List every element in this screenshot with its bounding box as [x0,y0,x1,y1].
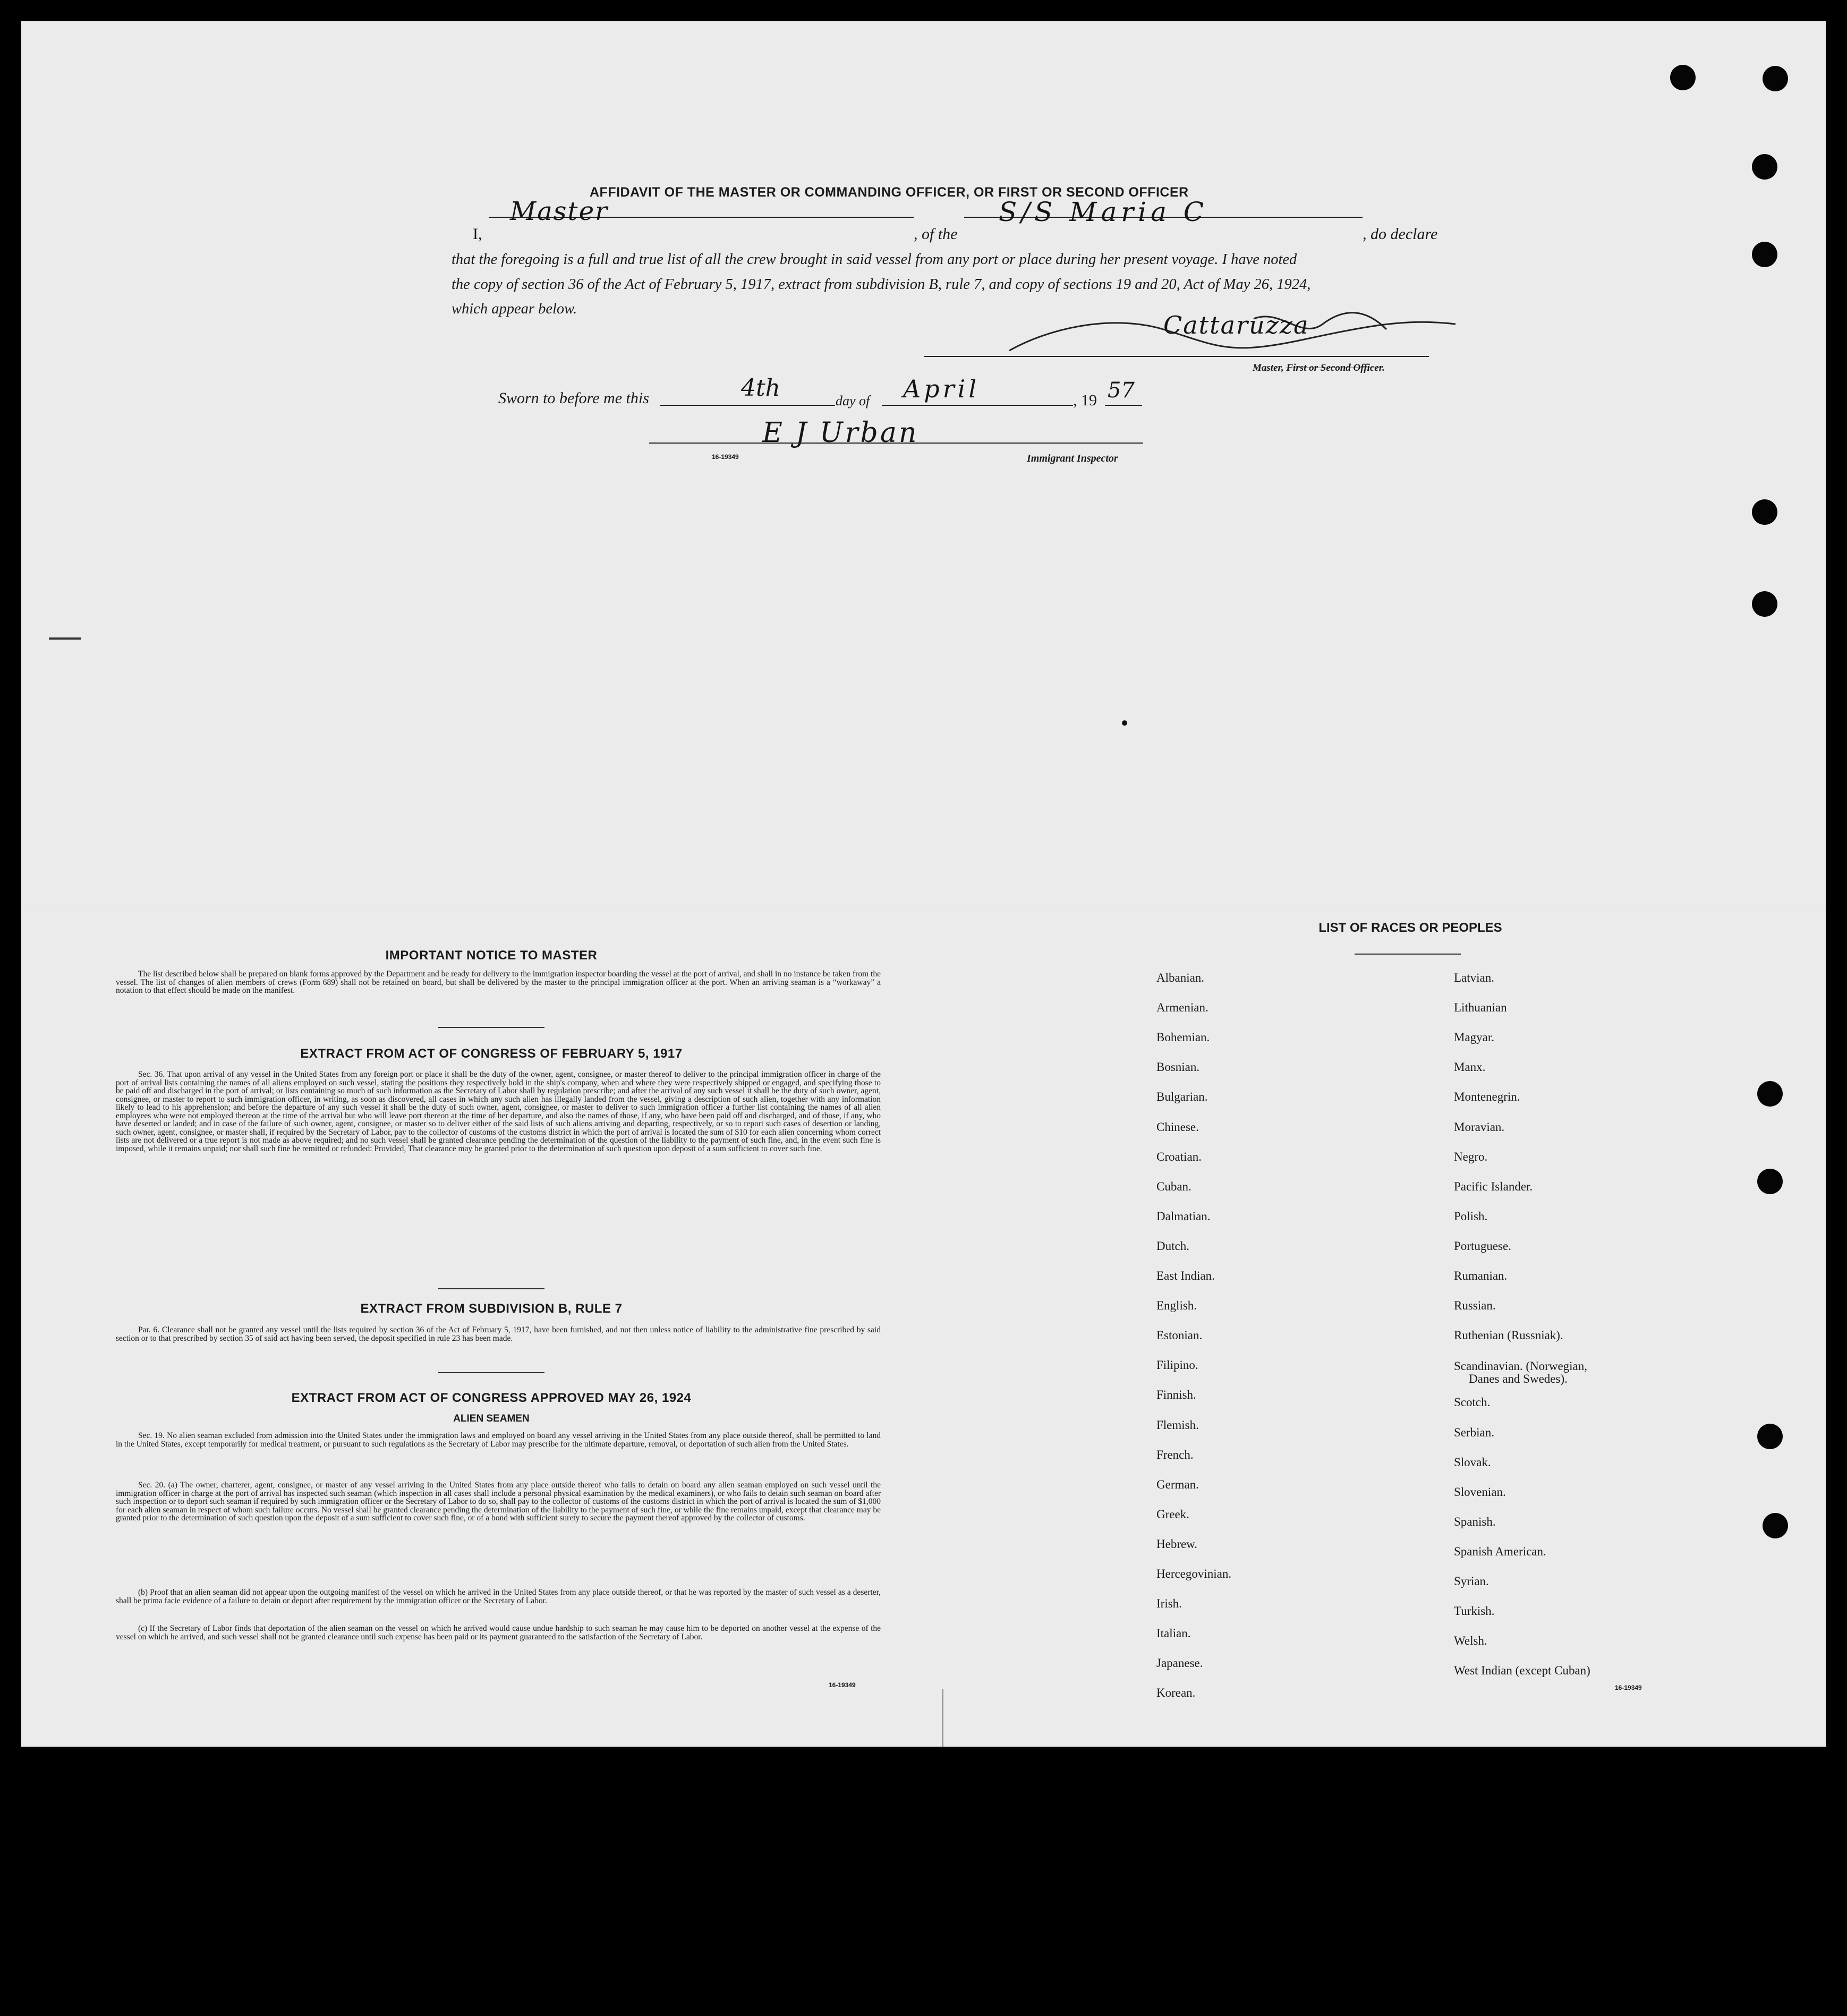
of-the-label: , of the [914,225,958,243]
race-item: Russian. [1454,1299,1496,1313]
extract-1924-sec19: Sec. 19. No alien seaman excluded from admission into the United States under the immigration laws and employed on board any vessel arriving in the United States from any place outside thereof, shall be permitted to land in the United States, except temporarily for medical treatment, or pursuant to such regulations as the Secretary of Labor may prescribe for the ultimate departure, removal, or deportation of such alien from the United States. [116,1431,881,1449]
extract-1924-sec20c: (c) If the Secretary of Labor finds that deportation of the alien seaman on the vessel on which he arrived would cause undue hardship to such seaman he may cause him to be deported on another vessel at the expense of the vessel on which he arrived, and such vessel shall not be granted clearance until such expense has been paid or its payment guaranteed to the satisfaction of the Secretary of Labor. [116,1624,881,1641]
affidavit-title: AFFIDAVIT OF THE MASTER OR COMMANDING OFFICER, OR FIRST OR SECOND OFFICER [590,185,1189,200]
race-item: Pacific Islander. [1454,1179,1533,1193]
race-item: Hebrew. [1156,1537,1198,1551]
do-declare-label: , do declare [1363,225,1438,243]
affidavit-body-line-3: which appear below. [452,301,577,317]
form-code-affidavit: 16-19349 [712,453,739,461]
race-item: French. [1156,1448,1194,1461]
race-item: Japanese. [1156,1656,1203,1670]
fold-crease [942,1689,943,1747]
race-item: Montenegrin. [1454,1090,1520,1104]
race-item: Slovenian. [1454,1485,1506,1499]
race-item: West Indian (except Cuban) [1454,1664,1590,1678]
race-item: Negro. [1454,1150,1488,1163]
binder-hole [1763,1513,1788,1538]
affidavit-intro [473,225,482,243]
master-signature: Cattaruzza [1163,311,1309,339]
race-item: Spanish. [1454,1515,1496,1528]
sworn-year-handwritten: 57 [1108,378,1135,403]
race-item: Moravian. [1454,1120,1505,1134]
races-title: LIST OF RACES OR PEOPLES [1318,921,1502,935]
race-item: Spanish American. [1454,1544,1546,1558]
race-item: Slovak. [1454,1455,1491,1469]
master-signature-line [924,356,1429,357]
caption-struck-officer: First or Second Officer [1286,362,1383,373]
ink-speck [1122,720,1127,726]
binder-hole [1763,66,1788,91]
binder-hole [1752,242,1777,267]
sworn-year-line [1105,405,1142,406]
notice-text: The list described below shall be prepared on blank forms approved by the Department and be ready for delivery to the immigration inspector boarding the vessel at the port of arrival, and shall in no instance be taken from the vessel. The list of changes of alien members of crews (Form 689) shall not be retained on board, but shall be delivered by the master to the principal immigration officer at the port. When an arriving seaman is a “workaway” a notation to that effect should be made on the manifest. [116,969,881,995]
race-item: Lithuanian [1454,1001,1507,1015]
sworn-month-line [882,405,1073,406]
sworn-day-line [660,405,835,406]
inspector-signature: E J Urban [762,417,919,449]
race-item: German. [1156,1477,1199,1491]
race-item: Korean. [1156,1686,1196,1700]
binder-hole [1752,499,1777,525]
race-item: Chinese. [1156,1120,1199,1134]
divider [438,1372,544,1373]
extract-1924-subtitle: ALIEN SEAMEN [453,1413,530,1424]
race-item: Flemish. [1156,1418,1199,1432]
race-item: Irish. [1156,1597,1182,1611]
sworn-prefix: Sworn to before me this [498,389,649,407]
race-item: Scotch. [1454,1396,1491,1409]
race-item: Ruthenian (Russniak). [1454,1329,1563,1342]
race-item: Manx. [1454,1060,1486,1074]
sworn-month-handwritten: April [903,375,980,403]
divider [438,1027,544,1028]
sworn-year-prefix: , 19 [1073,392,1097,409]
race-item: Italian. [1156,1627,1191,1640]
race-item: Filipino. [1156,1358,1198,1372]
binder-hole [1752,154,1777,180]
form-code-notice: 16-19349 [829,1681,856,1689]
race-item: Bohemian. [1156,1031,1210,1044]
binder-hole [1757,1081,1783,1107]
race-item: Scandinavian. (Norwegian, [1454,1359,1588,1373]
race-item: Bulgarian. [1156,1090,1208,1104]
day-of-label: day of [836,393,870,409]
race-item: Bosnian. [1156,1060,1200,1074]
officer-handwritten: Master [510,197,609,226]
affidavit-body-line-2: the copy of section 36 of the Act of February 5, 1917, extract from subdivision B, rule 7, and copy of sections 19 and 20, Act of May 26, 1924, [452,276,1311,293]
intro-i: I, [473,225,482,243]
vessel-handwritten: S/S Maria C [999,197,1208,227]
inspector-caption: Immigrant Inspector [1027,453,1118,464]
race-item: Danes and Swedes). [1469,1372,1568,1386]
race-item: Cuban. [1156,1179,1191,1193]
divider [1355,954,1461,955]
race-item: Syrian. [1454,1575,1489,1588]
sworn-day-handwritten: 4th [741,375,781,402]
extract-1924-sec20a: Sec. 20. (a) The owner, charterer, agent, consignee, or master of any vessel arriving in the United States from any place outside thereof who fails to detain on board any alien seaman employed on such vessel until the immigration officer in charge at the port of arrival has inspected such seaman (which inspection in all cases shall include a personal physical examination by the medical examiners), or who fails to detain such seaman on board after such inspection or to deport such seaman if required by such immigration officer or the Secretary of Labor to do so, shall pay to the collector of customs of the customs district in which the port of arrival is located the sum of $1,000 for each alien seaman in respect of whom such failure occurs. No vessel shall be granted clearance pending the determination of the liability to the payment of such fine, or while the fine remains unpaid, except that clearance may be granted prior to the determination of such question upon the deposit of a sum sufficient to cover such fine, or of a bond with sufficient surety to secure the payment thereof approved by the collector of customs. [116,1481,881,1522]
race-item: Turkish. [1454,1604,1495,1618]
race-item: Serbian. [1454,1425,1495,1439]
binder-hole [1757,1169,1783,1194]
race-item: Welsh. [1454,1634,1487,1648]
form-code-races: 16-19349 [1615,1684,1642,1691]
master-signature-caption [1253,362,1385,374]
affidavit-body-line-1: that the foregoing is a full and true list of all the crew brought in said vessel from any port or place during her present voyage. I have noted [452,251,1297,268]
inspector-signature-line [649,443,1143,444]
extract-rule7-text: Par. 6. Clearance shall not be granted any vessel until the lists required by section 36 of the Act of February 5, 1917, have been furnished, and not then unless notice of liability to the administrative fine prescribed by said section or to that prescribed by section 35 of said act having been served, the deposit specified in rule 23 has been made. [116,1325,881,1343]
race-item: Hercegovinian. [1156,1567,1232,1580]
race-item: Portuguese. [1454,1239,1511,1253]
extract-1924-title: EXTRACT FROM ACT OF CONGRESS APPROVED MAY 26, 1924 [291,1391,692,1405]
race-item: Estonian. [1156,1329,1203,1342]
extract-1924-sec20b: (b) Proof that an alien seaman did not appear upon the outgoing manifest of the vessel on which he arrived in the United States from any place outside thereof, or that he was reported by the master of such vessel as a deserter, shall be prima facie evidence of a failure to detain or deport after requirement by the immigration officer or the Secretary of Labor. [116,1588,881,1605]
race-item: Croatian. [1156,1150,1202,1163]
binder-hole [1670,65,1696,90]
race-item: Finnish. [1156,1388,1196,1402]
race-item: Latvian. [1454,971,1494,984]
race-item: Dutch. [1156,1239,1189,1253]
race-item: Magyar. [1454,1031,1495,1044]
race-item: Rumanian. [1454,1269,1508,1282]
caption-period: . [1382,362,1385,373]
extract-1917-title: EXTRACT FROM ACT OF CONGRESS OF FEBRUARY 5, 1917 [300,1047,683,1061]
extract-1917-text: Sec. 36. That upon arrival of any vessel in the United States from any foreign port or place it shall be the duty of the owner, agent, consignee, or master thereof to deliver to the principal immigration officer in charge of the port of arrival lists containing the names of all aliens employed on such vessel, stating the positions they respectively hold in the ship's company, when and where they were respectively shipped or engaged, and specifying those to be paid off and discharged in the port of arrival; or lists containing so much of such information as the Secretary of Labor shall by regulation prescribe; and after the arrival of any such vessel it shall be the duty of such owner, agent, consignee, or master to report to such immigration officer, in writing, as soon as discovered, all cases in which any such alien has illegally landed from the vessel, giving a description of such alien, together with any information likely to lead to his apprehension; and before the departure of any such vessel it shall be the duty of such owner, agent, consignee, or master to deliver to such immigration officer a further list containing the names of all alien employees who were not employed thereon at the time of the arrival but who will leave port thereon at the time of her departure, and also the names of those, if any, who have been paid off and discharged, and of those, if any, who have deserted or landed; and in case of the failure of such owner, agent, consignee, or master so to deliver either of the said lists of such aliens arriving and departing, respectively, or so to report such cases of desertion or landing, such owner, agent, consignee, or master shall, if required by the Secretary of Labor, pay to the collector of customs of the customs district in which the port of arrival is located the sum of $10 for each alien concerning whom correct lists are not delivered or a true report is not made as above required; and no such vessel shall be granted clearance pending the determination of the question of the liability to the payment of such fine, and, in the event such fine is imposed, while it remains unpaid; nor shall such fine be remitted or refunded: Provided, That clearance may be granted prior to the determination of such question upon deposit of a sum sufficient to cover such fine. [116,1070,881,1153]
race-item: East Indian. [1156,1269,1215,1282]
extract-rule7-title: EXTRACT FROM SUBDIVISION B, RULE 7 [360,1302,623,1316]
margin-mark [49,637,81,640]
race-item: Dalmatian. [1156,1209,1211,1223]
race-item: English. [1156,1299,1197,1313]
binder-hole [1752,591,1777,617]
notice-title: IMPORTANT NOTICE TO MASTER [385,948,598,963]
document-page [21,21,1826,1747]
race-item: Greek. [1156,1507,1189,1521]
race-item: Polish. [1454,1209,1488,1223]
race-item: Albanian. [1156,971,1205,984]
caption-master: Master, [1253,362,1287,373]
race-item: Armenian. [1156,1001,1208,1015]
divider [438,1288,544,1289]
binder-hole [1757,1424,1783,1449]
